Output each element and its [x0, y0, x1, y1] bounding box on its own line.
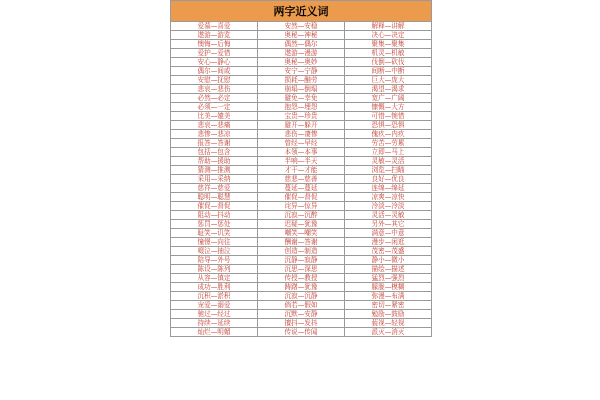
synonym-pair-cell: 漫步—闲逛 — [345, 238, 432, 247]
synonym-pair-cell: 奥秘—神秘 — [258, 31, 345, 40]
synonym-pair-cell: 巨大—庞大 — [345, 76, 432, 85]
table-row — [171, 139, 432, 148]
synonym-pair-cell: 安然—安稳 — [258, 22, 345, 31]
synonym-pair-cell: 传说—传闻 — [258, 328, 345, 337]
synonym-pair-cell: 安心—静心 — [171, 58, 258, 67]
synonym-pair-cell: 聪明—聪慧 — [171, 193, 258, 202]
synonym-pair-cell: 惩罚—惩处 — [171, 220, 258, 229]
synonym-pair-cell: 必然—必定 — [171, 94, 258, 103]
synonym-pair-cell: 渴望—渴求 — [345, 85, 432, 94]
table-row — [171, 211, 432, 220]
synonym-pair-cell: 嘲笑—嘲笑 — [258, 229, 345, 238]
synonym-pair-cell: 灵敏—灵活 — [345, 157, 432, 166]
synonym-pair-cell: 伐倒—砍伐 — [345, 58, 432, 67]
synonym-pair-cell: 踌躇—犹豫 — [258, 283, 345, 292]
synonym-pair-cell: 本领—本事 — [258, 148, 345, 157]
table-row — [171, 328, 432, 337]
table-row — [171, 193, 432, 202]
table-row — [171, 94, 432, 103]
synonym-pair-cell: 恐惧—恐惧 — [345, 121, 432, 130]
table-row — [171, 130, 432, 139]
synonym-pair-cell: 慈悲—慈善 — [258, 175, 345, 184]
table-row — [171, 319, 432, 328]
table-row — [171, 157, 432, 166]
synonym-pair-cell: 宝贵—珍贵 — [258, 112, 345, 121]
table-row — [171, 85, 432, 94]
synonym-pair-cell: 决心—决定 — [345, 31, 432, 40]
synonym-pair-cell: 崩塌—倒塌 — [258, 85, 345, 94]
table-row — [171, 274, 432, 283]
synonym-pair-cell: 密切—紧密 — [345, 301, 432, 310]
synonym-pair-cell: 必须—一定 — [171, 103, 258, 112]
table-row — [171, 310, 432, 319]
table-row — [171, 202, 432, 211]
synonym-pair-cell: 损耗—酗劳 — [258, 76, 345, 85]
synonym-pair-cell: 酬谢—答谢 — [258, 238, 345, 247]
synonym-pair-cell: 弥漫—布满 — [345, 292, 432, 301]
title-row — [171, 1, 432, 22]
table-row — [171, 256, 432, 265]
synonym-pair-cell: 避开—躲开 — [258, 121, 345, 130]
synonym-pair-cell: 沉默—安静 — [258, 310, 345, 319]
synonym-pair-cell: 蔓延—蔓延 — [258, 184, 345, 193]
table-row — [171, 166, 432, 175]
synonym-pair-cell: 藐视—轻视 — [345, 319, 432, 328]
synonym-pair-cell: 创造—制造 — [258, 247, 345, 256]
synonym-pair-cell: 从容—镇定 — [171, 274, 258, 283]
table-row — [171, 301, 432, 310]
synonym-sheet — [170, 0, 432, 337]
synonym-pair-cell: 凉爽—凉快 — [345, 193, 432, 202]
synonym-pair-cell: 沉静—寂静 — [258, 256, 345, 265]
synonym-pair-cell: 比美—媲美 — [171, 112, 258, 121]
table-row — [171, 148, 432, 157]
synonym-pair-cell: 偶然—偶尔 — [258, 40, 345, 49]
synonym-pair-cell: 悲伤—凄惨 — [258, 130, 345, 139]
synonym-pair-cell: 灿烂—明媚 — [171, 328, 258, 337]
table-row — [171, 175, 432, 184]
synonym-pair-cell: 驰过—经过 — [171, 310, 258, 319]
synonym-pair-cell: 耻笑—讥笑 — [171, 229, 258, 238]
synonym-pair-cell: 描绘—描述 — [345, 265, 432, 274]
synonym-pair-cell: 报答—答谢 — [171, 139, 258, 148]
synonym-pair-cell: 猜测—推测 — [171, 166, 258, 175]
synonym-pair-cell: 安慰—抚慰 — [171, 76, 258, 85]
synonym-pair-cell: 包括—包含 — [171, 148, 258, 157]
synonym-pair-cell: 催促—督促 — [171, 202, 258, 211]
synonym-pair-cell: 慈祥—慈爱 — [171, 184, 258, 193]
synonym-pair-cell: 懊悔—后悔 — [171, 40, 258, 49]
synonym-pair-cell: 帮助—援助 — [171, 157, 258, 166]
synonym-pair-cell: 偶尔—间或 — [171, 67, 258, 76]
synonym-pair-cell: 连绵—绵延 — [345, 184, 432, 193]
synonym-pair-cell: 成功—胜利 — [171, 283, 258, 292]
table-row — [171, 247, 432, 256]
synonym-pair-cell: 派灭—消灭 — [345, 328, 432, 337]
table-row — [171, 121, 432, 130]
synonym-pair-cell: 催促—督促 — [258, 193, 345, 202]
synonym-pair-cell: 立即—马上 — [345, 148, 432, 157]
synonym-pair-cell: 才干—才能 — [258, 166, 345, 175]
synonym-pair-cell: 另外—其它 — [345, 220, 432, 229]
synonym-pair-cell: 解释—讲解 — [345, 22, 432, 31]
table-row — [171, 112, 432, 121]
synonym-pair-cell: 悲哀—悲伤 — [171, 85, 258, 94]
synonym-pair-cell: 诧异—惊异 — [258, 202, 345, 211]
synonym-pair-cell: 传授—教授 — [258, 274, 345, 283]
synonym-pair-cell: 曾经—早经 — [258, 139, 345, 148]
synonym-pair-cell: 沉积—淤积 — [171, 292, 258, 301]
table-row — [171, 184, 432, 193]
table-row — [171, 76, 432, 85]
synonym-pair-cell: 可惜—惋惜 — [345, 112, 432, 121]
table-row — [171, 220, 432, 229]
synonym-pair-cell: 静小—微小 — [345, 256, 432, 265]
synonym-pair-cell: 冷淡—冷淡 — [345, 202, 432, 211]
synonym-pair-cell: 悲哀—悲痛 — [171, 121, 258, 130]
synonym-pair-cell: 迟疑—犹豫 — [258, 220, 345, 229]
synonym-pair-cell: 采用—采纳 — [171, 175, 258, 184]
synonym-pair-cell: 半响—半天 — [258, 157, 345, 166]
synonym-pair-cell: 擅抖—发抖 — [258, 319, 345, 328]
synonym-pair-cell: 爱护—爱惜 — [171, 49, 258, 58]
table-row — [171, 229, 432, 238]
synonym-pair-cell: 遨游—漫游 — [258, 49, 345, 58]
synonym-pair-cell: 茂密—茂盛 — [345, 247, 432, 256]
table-body — [171, 22, 432, 337]
synonym-pair-cell: 避免—幸免 — [258, 94, 345, 103]
synonym-pair-cell: 抱怨—埋怨 — [258, 103, 345, 112]
table-row — [171, 40, 432, 49]
synonym-pair-cell: 慷慨—大方 — [345, 103, 432, 112]
table-row — [171, 292, 432, 301]
synonym-pair-cell: 持续—延续 — [171, 319, 258, 328]
synonym-pair-cell: 沉思—深思 — [258, 265, 345, 274]
synonym-pair-cell: 安宁—宁静 — [258, 67, 345, 76]
table-row — [171, 31, 432, 40]
table-row — [171, 283, 432, 292]
synonym-pair-cell: 朦胧—模糊 — [345, 283, 432, 292]
table-row — [171, 238, 432, 247]
synonym-pair-cell: 悲惨—悲凉 — [171, 130, 258, 139]
table-row — [171, 67, 432, 76]
synonym-pair-cell: 猛烈—强烈 — [345, 274, 432, 283]
synonym-pair-cell: 阻动—抖动 — [171, 211, 258, 220]
table-row — [171, 103, 432, 112]
synonym-table — [170, 0, 432, 337]
synonym-pair-cell: 奥秘—奥妙 — [258, 58, 345, 67]
synonym-pair-cell: 傀疚—内疚 — [345, 130, 432, 139]
synonym-pair-cell: 机灵—机敏 — [345, 49, 432, 58]
synonym-pair-cell: 间断—中断 — [345, 67, 432, 76]
synonym-pair-cell: 陪导—外号 — [171, 256, 258, 265]
table-title: 两字近义词 — [171, 1, 432, 22]
synonym-pair-cell: 爱慕—喜爱 — [171, 22, 258, 31]
synonym-pair-cell: 倘若—假如 — [258, 301, 345, 310]
synonym-pair-cell: 浏览—扫瞄 — [345, 166, 432, 175]
synonym-pair-cell: 宽广—广阔 — [345, 94, 432, 103]
synonym-pair-cell: 满意—中意 — [345, 229, 432, 238]
synonym-pair-cell: 沉寂—沉静 — [258, 292, 345, 301]
table-row — [171, 265, 432, 274]
table-row — [171, 22, 432, 31]
table-row — [171, 49, 432, 58]
synonym-pair-cell: 陈设—陈列 — [171, 265, 258, 274]
synonym-pair-cell: 沉寂—沉醉 — [258, 211, 345, 220]
synonym-pair-cell: 宠爱—溺爱 — [171, 301, 258, 310]
table-row — [171, 58, 432, 67]
synonym-pair-cell: 良好—优良 — [345, 175, 432, 184]
synonym-pair-cell: 灵活—灵敏 — [345, 211, 432, 220]
synonym-pair-cell: 憧憬—向往 — [171, 238, 258, 247]
synonym-pair-cell: 勉励—鼓励 — [345, 310, 432, 319]
synonym-pair-cell: 劳苦—劳累 — [345, 139, 432, 148]
synonym-pair-cell: 遨游—游览 — [171, 31, 258, 40]
synonym-pair-cell: 聚集—聚集 — [345, 40, 432, 49]
synonym-pair-cell: 啜泣—抽泣 — [171, 247, 258, 256]
